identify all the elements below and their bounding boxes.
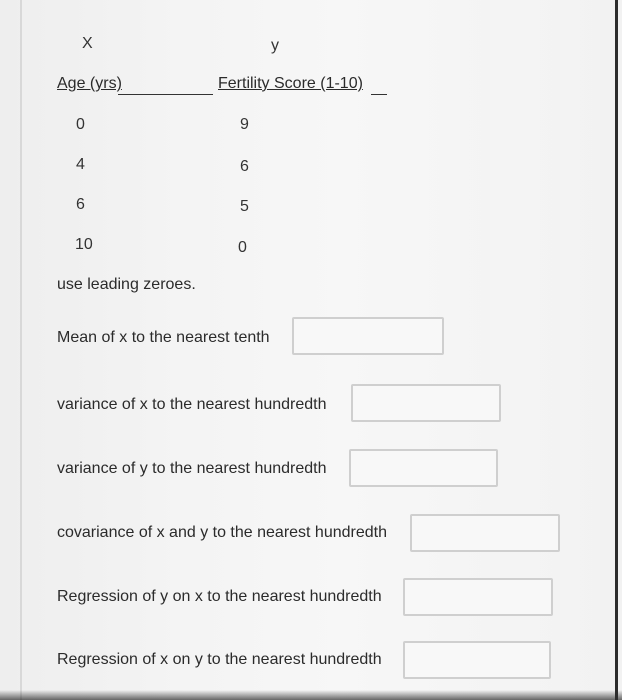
table-row-3-x: 6: [76, 196, 85, 213]
x-variable-label: X: [82, 35, 93, 52]
regression-x-on-y-answer-input[interactable]: [403, 641, 551, 679]
bottom-page-shadow: [0, 690, 622, 700]
table-row-4-x: 10: [75, 236, 93, 253]
mean-x-answer-input[interactable]: [292, 317, 444, 355]
regression-x-on-y-question: Regression of x on y to the nearest hundredth: [57, 651, 382, 668]
variance-y-question: variance of y to the nearest hundredth: [57, 460, 327, 477]
table-row-3-y: 5: [240, 198, 249, 215]
table-row-1-y: 9: [240, 116, 249, 133]
table-row-1-x: 0: [76, 116, 85, 133]
mean-x-question: Mean of x to the nearest tenth: [57, 329, 270, 346]
age-column-header: Age (yrs): [57, 75, 122, 92]
leading-zeroes-instruction: use leading zeroes.: [57, 276, 196, 293]
variance-y-answer-input[interactable]: [349, 449, 498, 487]
regression-y-on-x-answer-input[interactable]: [403, 578, 553, 616]
covariance-question: covariance of x and y to the nearest hundredth: [57, 524, 387, 541]
y-variable-label: y: [271, 37, 279, 54]
fertility-column-header: Fertility Score (1-10): [218, 75, 363, 92]
fertility-header-underline: [371, 94, 387, 95]
variance-x-question: variance of x to the nearest hundredth: [57, 396, 327, 413]
regression-y-on-x-question: Regression of y on x to the nearest hundredth: [57, 588, 382, 605]
age-header-underline: [118, 94, 213, 95]
table-row-2-x: 4: [76, 156, 85, 173]
table-row-4-y: 0: [238, 239, 247, 256]
covariance-answer-input[interactable]: [410, 514, 560, 552]
variance-x-answer-input[interactable]: [351, 384, 501, 422]
table-row-2-y: 6: [240, 158, 249, 175]
